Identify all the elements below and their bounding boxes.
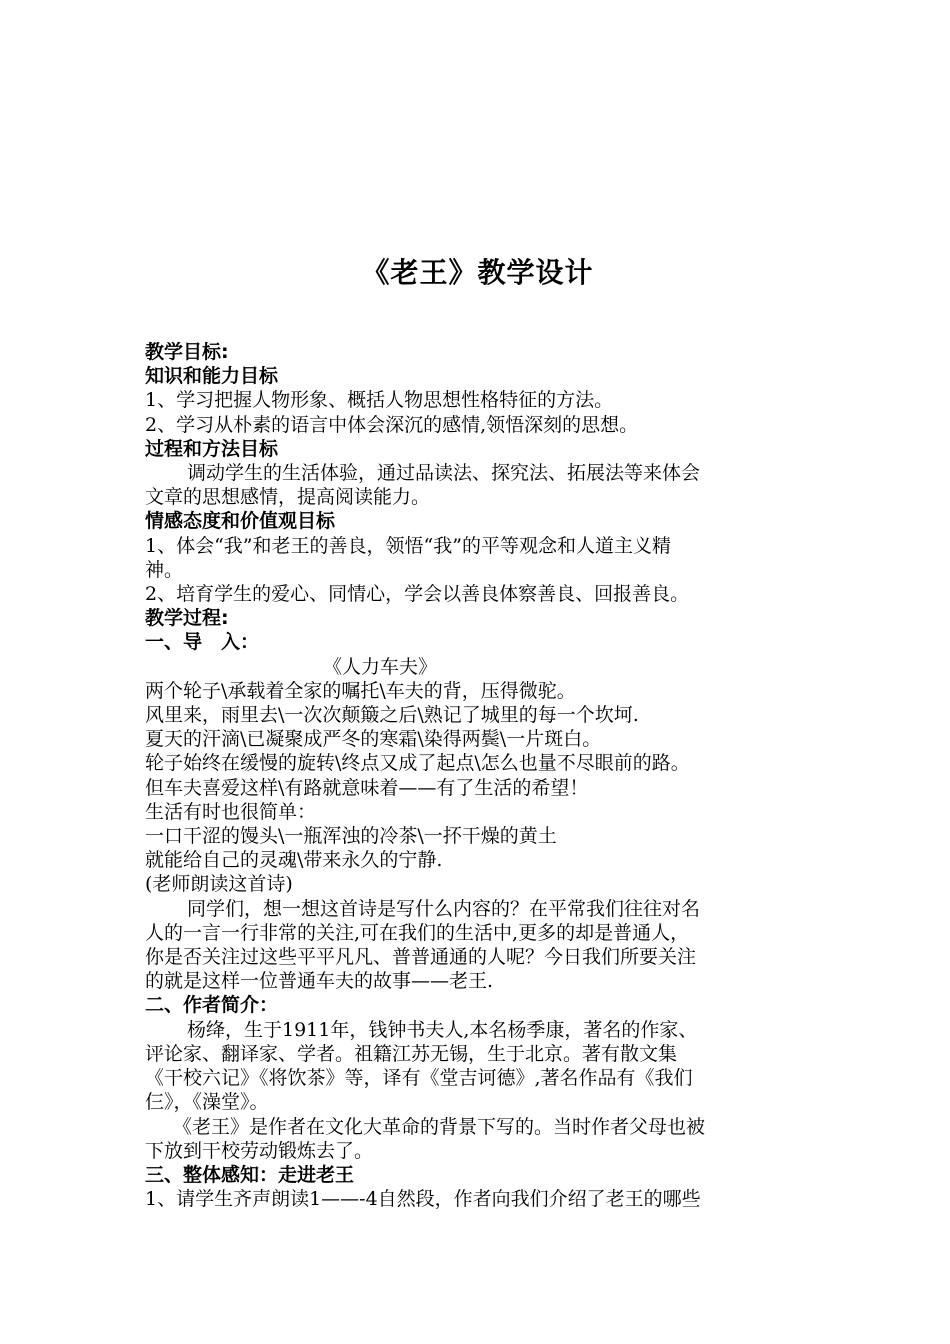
document-page bbox=[145, 250, 810, 1211]
text-line: 你是否关注过这些平平凡凡、普普通通的人呢？今日我们所要关注 bbox=[145, 946, 697, 969]
text-line: 《老王》是作者在文化大革命的背景下写的。当时作者父母也被 bbox=[173, 1115, 706, 1138]
text-line: 一口干涩的馒头\一瓶浑浊的冷茶\一抔干燥的黄土 bbox=[145, 825, 557, 848]
text-line: 生活有时也很简单： bbox=[145, 800, 317, 823]
text-line: 风里来，雨里去\一次次颠簸之后\熟记了城里的每一个坎坷. bbox=[145, 704, 639, 727]
text-line: 文章的思想感情，提高阅读能力。 bbox=[145, 486, 431, 509]
section-heading: 教学过程: bbox=[145, 607, 229, 630]
text-line: 调动学生的生活体验，通过品读法、探究法、拓展法等来体会 bbox=[187, 462, 701, 485]
text-line: 杨绛，生于1911年，钱钟书夫人,本名杨季康，著名的作家、 bbox=[187, 1018, 698, 1041]
text-line: 就能给自己的灵魂\带来永久的宁静. bbox=[145, 849, 443, 872]
text-line: 夏天的汗滴\已凝聚成严冬的寒霜\染得两鬓\一片斑白。 bbox=[145, 728, 602, 751]
text-line: 1、体会“我”和老王的善良，领悟“我”的平等观念和人道主义精 bbox=[145, 534, 671, 557]
section-heading: 情感态度和价值观目标 bbox=[145, 510, 336, 533]
section-heading: 一、导 入： bbox=[145, 631, 260, 654]
section-heading: 教学目标: bbox=[145, 341, 229, 363]
text-line: 仨》，《澡堂》。 bbox=[145, 1091, 269, 1114]
text-line: 的就是这样一位普通车夫的故事——老王. bbox=[145, 970, 494, 993]
text-line: 《人力车夫》 bbox=[323, 655, 438, 678]
section-heading: 三、整体感知：走进老王 bbox=[145, 1163, 355, 1186]
document-body bbox=[145, 340, 810, 1211]
section-heading: 知识和能力目标 bbox=[145, 365, 279, 388]
text-line: 1、请学生齐声朗读1——-4自然段，作者向我们介绍了老王的哪些 bbox=[145, 1188, 701, 1211]
text-line: 2、学习从朴素的语言中体会深沉的感情,领悟深刻的思想。 bbox=[145, 413, 639, 436]
text-line: 1、学习把握人物形象、概括人物思想性格特征的方法。 bbox=[145, 389, 614, 412]
section-heading: 过程和方法目标 bbox=[145, 437, 279, 460]
text-line: 人的一言一行非常的关注,可在我们的生活中,更多的却是普通人， bbox=[145, 921, 690, 944]
text-line: 下放到干校劳动锻炼去了。 bbox=[145, 1139, 374, 1162]
text-line: (老师朗读这首诗) bbox=[145, 873, 293, 896]
text-line: 《干校六记》《将饮茶》等，译有《堂吉诃德》,著名作品有《我们 bbox=[145, 1067, 693, 1090]
text-line: 神。 bbox=[145, 558, 184, 581]
text-line: 但车夫喜爱这样\有路就意味着——有了生活的希望！ bbox=[145, 776, 589, 799]
text-line: 2、培育学生的爱心、同情心，学会以善良体察善良、回报善良。 bbox=[145, 583, 690, 606]
text-line: 同学们，想一想这首诗是写什么内容的？在平常我们往往对名 bbox=[187, 897, 701, 920]
document-title: 《老王》教学设计 bbox=[361, 256, 594, 289]
text-line: 轮子始终在缓慢的旋转\终点又成了起点\怎么也量不尽眼前的路。 bbox=[145, 752, 690, 775]
text-line: 两个轮子\承载着全家的嘱托\车夫的背，压得微驼。 bbox=[145, 679, 576, 702]
text-line: 评论家、翻译家、学者。祖籍江苏无锡，生于北京。著有散文集 bbox=[145, 1042, 678, 1065]
section-heading: 二、作者简介： bbox=[145, 994, 279, 1017]
